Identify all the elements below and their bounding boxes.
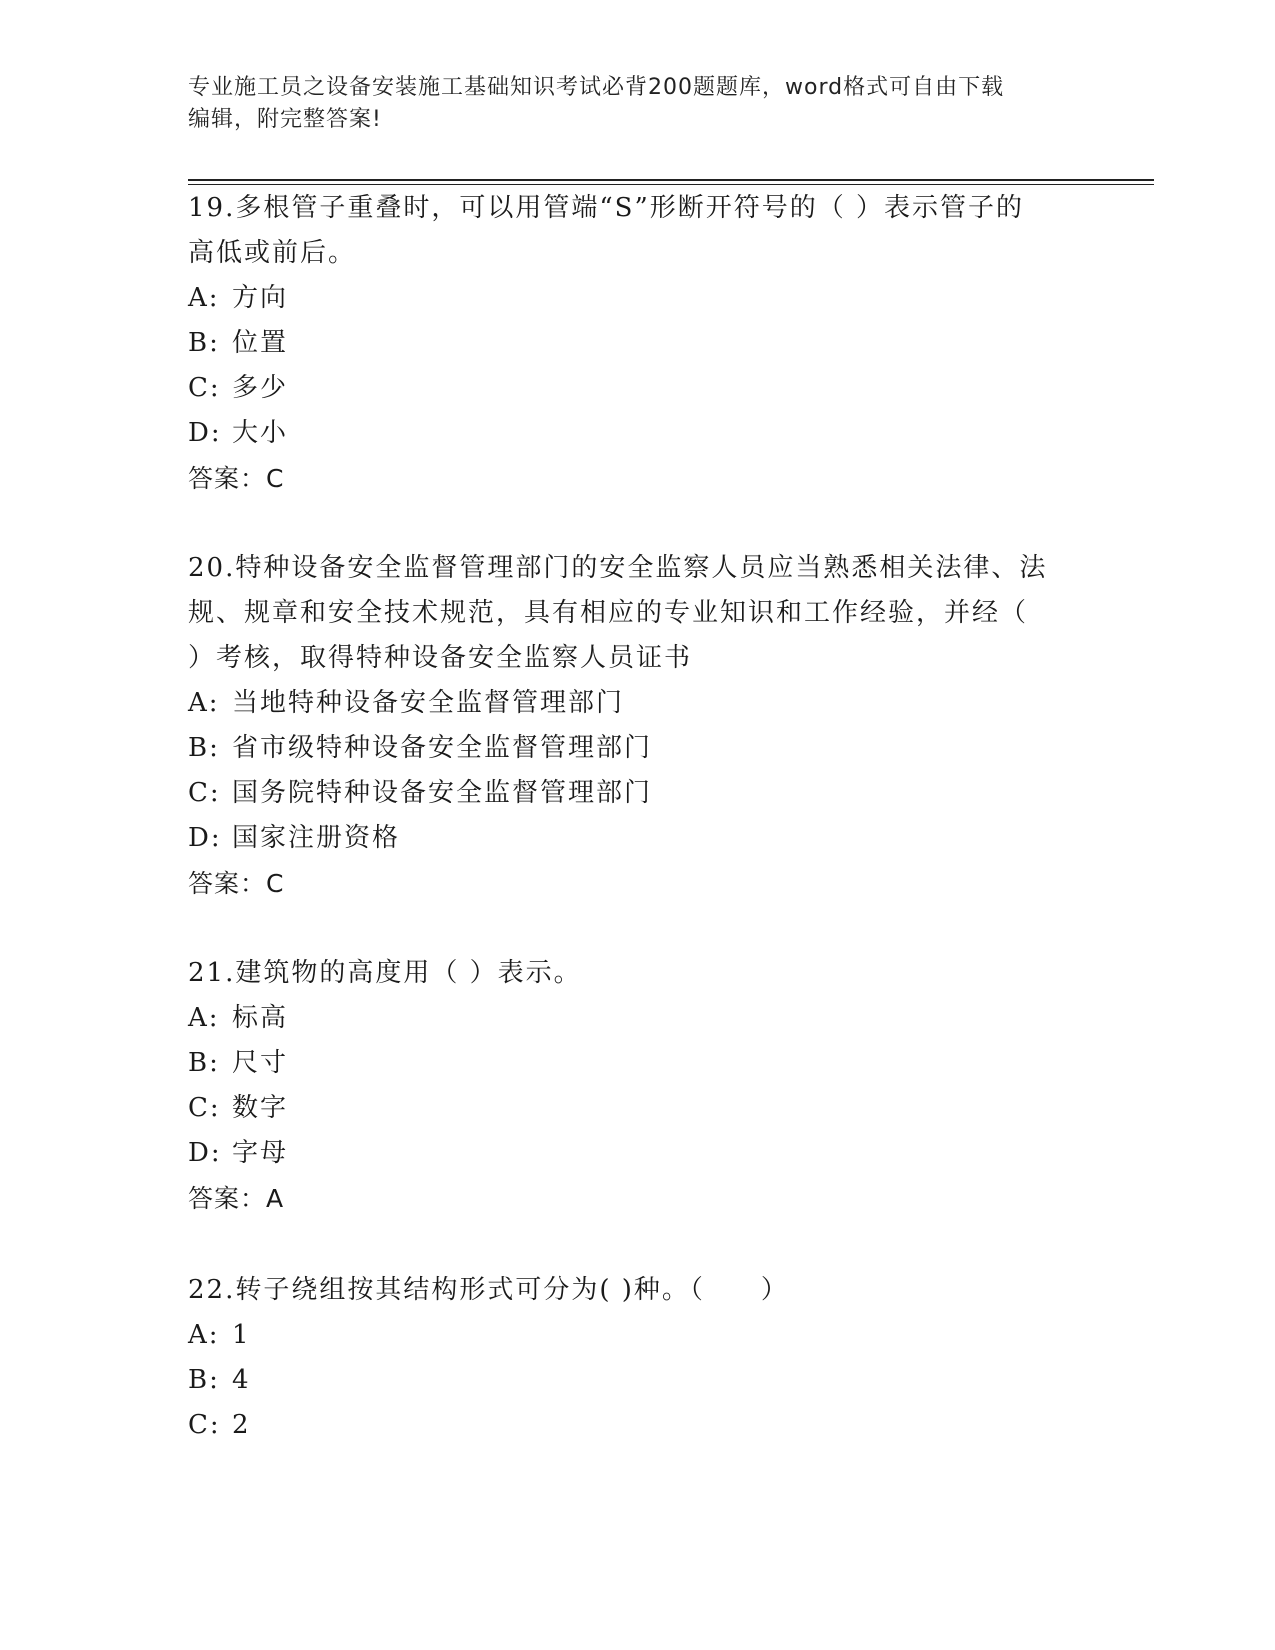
- option-text: 省市级特种设备安全监督管理部门: [232, 733, 653, 763]
- option-key: B:: [188, 1365, 220, 1395]
- question-stem-line: 22.转子绕组按其结构形式可分为( )种。（ ）: [188, 1275, 789, 1305]
- option-b: [188, 1041, 1088, 1086]
- option-text: 2: [232, 1410, 251, 1440]
- option-text: 国务院特种设备安全监督管理部门: [232, 778, 653, 808]
- option-key: B:: [188, 1048, 220, 1078]
- option-d: [188, 816, 1088, 861]
- option-key: A:: [188, 1320, 220, 1350]
- option-b: [188, 1358, 1088, 1403]
- option-text: 字母: [232, 1138, 289, 1168]
- option-a: [188, 276, 1088, 321]
- option-text: 数字: [232, 1093, 289, 1123]
- option-key: C:: [188, 373, 221, 403]
- option-text: 国家注册资格: [232, 823, 401, 853]
- header-title-line2: 编辑，附完整答案!: [188, 107, 382, 132]
- option-a: [188, 681, 1088, 726]
- header-title-line1: 专业施工员之设备安装施工基础知识考试必背200题题库，word格式可自由下载: [188, 75, 1005, 100]
- question-20: [188, 546, 1088, 906]
- option-key: C:: [188, 1093, 221, 1123]
- option-a: [188, 1313, 1088, 1358]
- option-b: [188, 321, 1088, 366]
- option-text: 多少: [232, 373, 289, 403]
- question-stem: [188, 546, 1088, 681]
- question-stem-line: 20.特种设备安全监督管理部门的安全监察人员应当熟悉相关法律、法: [188, 553, 1048, 583]
- option-key: A:: [188, 283, 220, 313]
- option-text: 尺寸: [232, 1048, 289, 1078]
- question-21: [188, 951, 1088, 1221]
- question-stem: [188, 1268, 1088, 1313]
- header-divider-thick: [188, 179, 1154, 181]
- option-text: 当地特种设备安全监督管理部门: [232, 688, 625, 718]
- option-key: B:: [188, 733, 220, 763]
- option-key: A:: [188, 1003, 220, 1033]
- option-text: 方向: [232, 283, 289, 313]
- option-key: C:: [188, 1410, 221, 1440]
- answer-line: 答案：C: [188, 869, 285, 898]
- document-header: [188, 72, 1088, 136]
- option-d: [188, 1131, 1088, 1176]
- question-stem-line: 规、规章和安全技术规范，具有相应的专业知识和工作经验，并经（: [188, 598, 1029, 628]
- option-key: D:: [188, 418, 222, 448]
- option-key: C:: [188, 778, 221, 808]
- option-b: [188, 726, 1088, 771]
- option-key: A:: [188, 688, 220, 718]
- option-text: 1: [232, 1320, 251, 1350]
- option-key: D:: [188, 1138, 222, 1168]
- option-text: 大小: [232, 418, 289, 448]
- question-stem-line: ）考核，取得特种设备安全监察人员证书: [188, 643, 693, 673]
- header-divider-thin: [188, 184, 1154, 185]
- option-text: 4: [232, 1365, 251, 1395]
- option-key: D:: [188, 823, 222, 853]
- option-key: B:: [188, 328, 220, 358]
- answer-line: 答案：C: [188, 464, 285, 493]
- option-d: [188, 411, 1088, 456]
- question-stem-line: 19.多根管子重叠时，可以用管端“S”形断开符号的（ ）表示管子的: [188, 193, 1025, 223]
- question-stem: [188, 186, 1088, 276]
- option-c: [188, 1403, 1088, 1448]
- question-stem-line: 高低或前后。: [188, 238, 357, 268]
- question-19: [188, 186, 1088, 501]
- option-text: 位置: [232, 328, 289, 358]
- option-c: [188, 771, 1088, 816]
- answer-line: 答案：A: [188, 1184, 285, 1213]
- option-c: [188, 366, 1088, 411]
- option-text: 标高: [232, 1003, 289, 1033]
- question-stem: [188, 951, 1088, 996]
- question-22: [188, 1268, 1088, 1448]
- option-c: [188, 1086, 1088, 1131]
- option-a: [188, 996, 1088, 1041]
- question-stem-line: 21.建筑物的高度用（ ）表示。: [188, 958, 582, 988]
